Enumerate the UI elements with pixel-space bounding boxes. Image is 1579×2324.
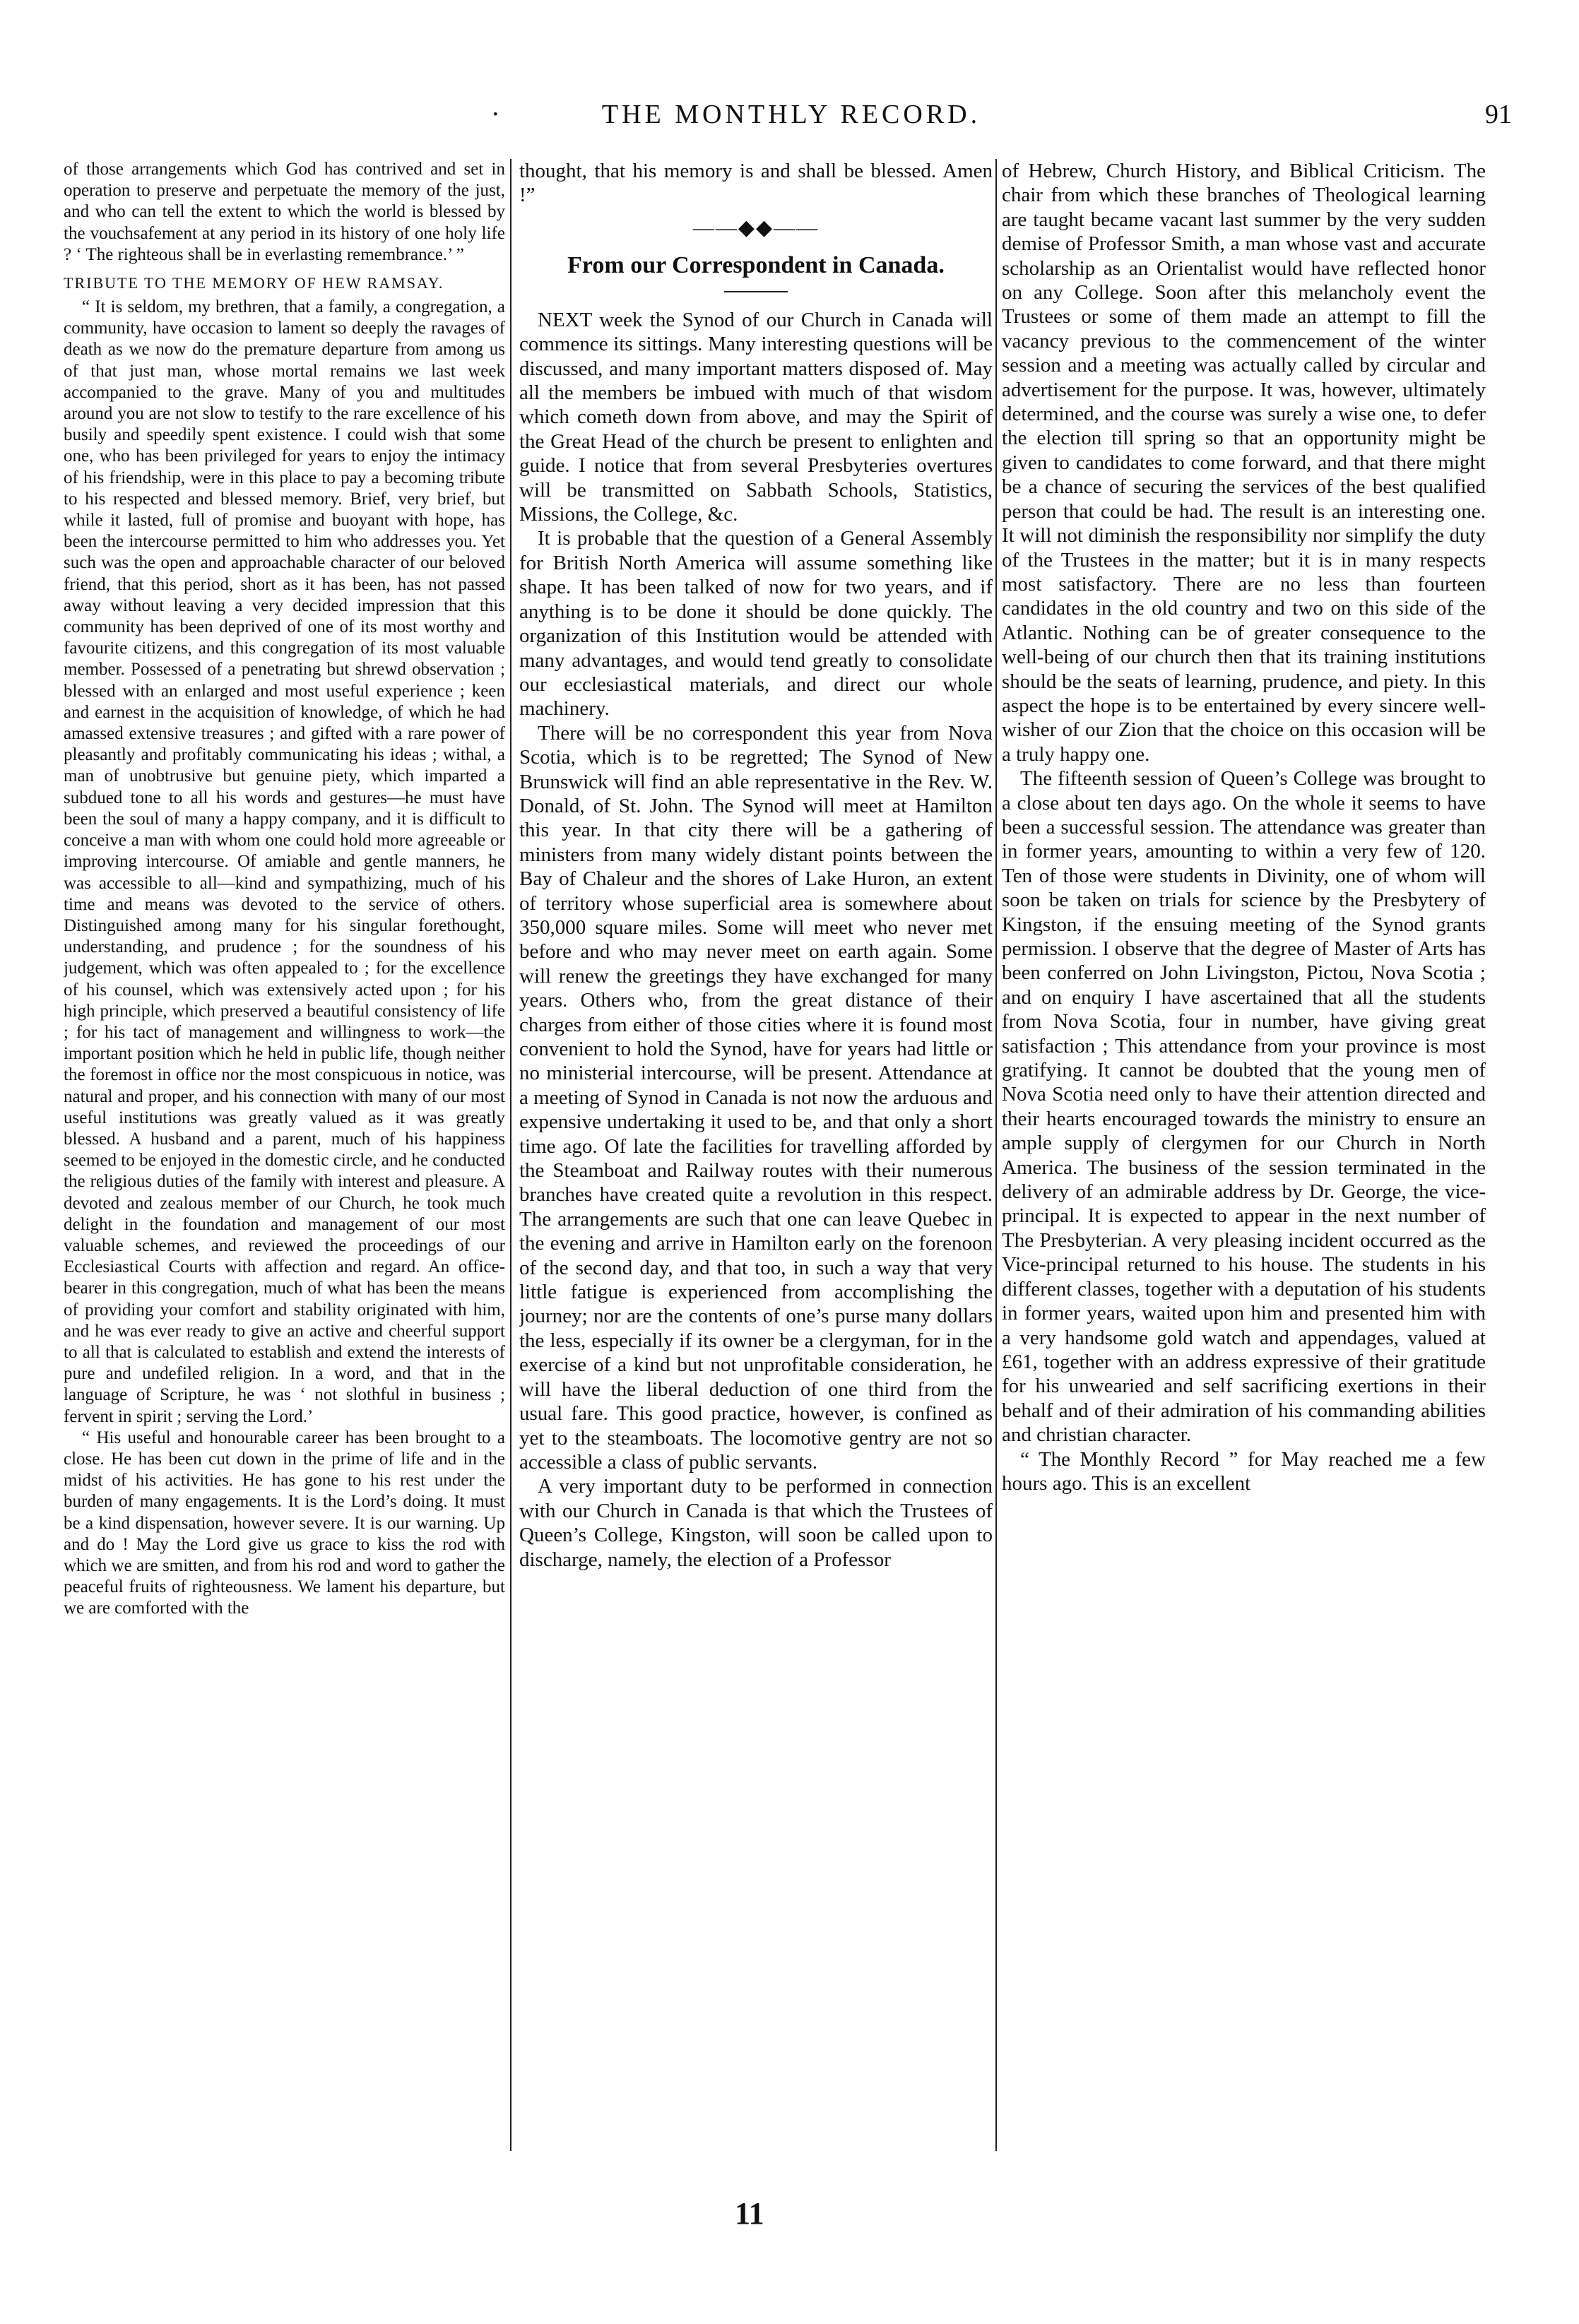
paragraph: It is probable that the question of a General Assembly for British North America will assume something like shape. It has been talked of now for two years, and if anything is to be done it should be done quickly. The organization of this Institution would be attended with many advantages, and would tend greatly to consolidate our ecclesiastical materials, and direct our whole machinery. [519, 527, 993, 721]
column-left [64, 159, 505, 2158]
page-number: 91 [1485, 100, 1512, 129]
section-heading: From our Correspondent in Canada. [567, 251, 945, 278]
page-header [85, 99, 1512, 141]
header-dot: · [491, 100, 500, 129]
tribute-heading: TRIBUTE TO THE MEMORY OF HEW RAMSAY. [64, 274, 444, 292]
paragraph: “ It is seldom, my brethren, that a family, a congregation, a community, have occasion to lament so deeply the ravages of death as we now do the premature departure from among us of that just man, whose mortal remains we last week accompanied to the grave. Many of you and multitudes around you are not slow to testify to the rare excellence of his busily and speedily spent existence. I could wish that some one, who has been privileged for years to enjoy the intimacy of his friendship, were in this place to pay a becoming tribute to his respected and blessed memory. Brief, very brief, but while it lasted, full of promise and buoyant with hope, has been the intercourse permitted to him who addresses you. Yet such was the open and approachable character of our beloved friend, that this period, short as it has been, has not passed away without leaving a very decided impression that this community has been deprived of one of its most worthy and favourite citizens, and this congregation of its most valuable member. Possessed of a penetrating but shrewd observation ; blessed with an enlarged and most useful experience ; keen and earnest in the acquisition of knowledge, of which he had amassed extensive treasures ; and gifted with a rare power of pleasantly and profitably communicating his ideas ; withal, a man of unobtrusive but genuine piety, which imparted a subdued tone to all his words and gestures—he must have been the soul of many a happy company, and it is difficult to conceive a man with whom one could hold more agreeable or improving intercourse. Of amiable and gentle manners, he was accessible to all—kind and sympathizing, much of his time and means was devoted to the service of others. Distinguished among many for his singular forethought, understanding, and prudence ; for the soundness of his judgement, which was often appealed to ; for the excellence of his counsel, which was extensively acted upon ; for his high principle, which preserved a beautiful consistency of life ; for his tact of management and willingness to work—the important position which he held in public life, though neither the foremost in office nor the most conspicuous in notice, was natural and proper, and his connection with many of our most useful institutions was greatly valued as it was greatly blessed. A husband and a parent, much of his happiness seemed to be enjoyed in the domestic circle, and he conducted the religious duties of the family with interest and pleasure. A devoted and zealous member of our Church, he took much delight in the foundation and management of our most valuable schemes, and reviewed the proceedings of our Ecclesiastical Courts with affection and regard. An office-bearer in this congregation, much of what has been the means of providing your comfort and stability originated with him, and he was ever ready to give an active and cheerful support to all that is calculated to establish and extend the interests of pure and undefiled religion. In a word, and that in the language of Scripture, he was ‘ not slothful in business ; fervent in spirit ; serving the Lord.’ [64, 297, 505, 1426]
paragraph: thought, that his memory is and shall be blessed. Amen !” [519, 160, 993, 207]
ornament-divider: ——◆◆—— [692, 215, 820, 239]
paragraph: “ The Monthly Record ” for May reached me a few hours ago. This is an excellent [1002, 1447, 1486, 1495]
signature-mark: 11 [735, 2196, 764, 2231]
paragraph: of those arrangements which God has contrived and set in operation to preserve and perpetuate the memory of the just, and who can tell the extent to which the world is blessed by the vouchsafement at any period in its history of one holy life ? ‘ The righteous shall be in everlasting remembrance.’ ” [64, 160, 505, 264]
paragraph: The fifteenth session of Queen’s College was brought to a close about ten days ago. On the whole it seems to have been a successful session. The attendance was greater than in former years, amounting to within a very few of 120. Ten of those were students in Divinity, one of whom will soon be taken on trials for science by the Presbytery of Kingston, if the ensuing meeting of the Synod grants permission. I observe that the degree of Master of Arts has been conferred on John Livingston, Pictou, Nova Scotia ; and on enquiry I have ascertained that all the students from Nova Scotia, four in number, have giving great satisfaction ; This attendance from your province is most gratifying. It cannot be doubted that the young men of Nova Scotia need only to have their attention directed and their hearts encouraged towards the ministry to ensure an ample supply of clergymen for our Church in North America. The business of the session terminated in the delivery of an admirable address by Dr. George, the vice-principal. It is expected to appear in the next number of The Presbyterian. A very pleasing incident occurred as the Vice-principal returned to his house. The students in his different classes, together with a deputation of his students in former years, waited upon him and presented him with a very handsome gold watch and appendages, valued at £61, together with an address expressive of their gratitude for his unwearied and self sacrificing exertions in their behalf and of their admiration of his commanding abilities and christian character. [1002, 767, 1486, 1447]
heading-rule [724, 291, 788, 292]
column-divider [995, 159, 997, 2151]
running-title: THE MONTHLY RECORD. [601, 100, 981, 129]
column-middle [519, 159, 993, 2158]
paragraph: A very important duty to be performed in connection with our Church in Canada is that which the Trustees of Queen’s College, Kingston, will soon be called upon to discharge, namely, the election of a Professor [519, 1475, 993, 1571]
paragraph: “ His useful and honourable career has been brought to a close. He has been cut down in the prime of life and in the midst of his activities. He has gone to his rest under the burden of many engagements. It is the Lord’s doing. It must be a kind dispensation, however severe. It is our warning. Up and do ! May the Lord give us grace to kiss the rod with which we are smitten, and from his rod and word to gather the peaceful fruits of righteousness. We lament his departure, but we are comforted with the [64, 1428, 505, 1618]
paragraph: There will be no correspondent this year from Nova Scotia, which is to be regretted; The Synod of New Brunswick will find an able representative in the Rev. W. Donald, of St. John. The Synod will meet at Hamilton this year. In that city there will be a gathering of ministers from many widely distant points between the Bay of Chaleur and the shores of Lake Huron, an extent of territory whose superficial area is somewhere about 350,000 square miles. Some will meet who never met before and who may never meet on earth again. Some will renew the greetings they have exchanged for many years. Others who, from the great distance of their charges from either of those cities where it is found most convenient to hold the Synod, have for years had little or no ministerial intercourse, will be present. Attendance at a meeting of Synod in Canada is not now the arduous and expensive undertaking it used to be, and that only a short time ago. Of late the facilities for travelling afforded by the Steamboat and Railway routes with their numerous branches have created quite a revolution in this respect. The arrangements are such that one can leave Quebec in the evening and arrive in Hamilton early on the forenoon of the second day, and that too, in such a way that very little fatigue is experienced from accomplishing the journey; nor are the contents of one’s purse many dollars the less, especially if its owner be a clergyman, for in the exercise of a kind but not unprofitable consideration, he will have the liberal deduction of one third from the usual fare. This good practice, however, is confined as yet to the steamboats. The locomotive gentry are not so accessible a class of public servants. [519, 721, 993, 1474]
column-divider [510, 159, 511, 2151]
paragraph: of Hebrew, Church History, and Biblical Criticism. The chair from which these branches of Theological learning are taught became vacant last summer by the very sudden demise of Professor Smith, a man whose vast and accurate scholarship as an Orientalist would have reflected honor on any College. Soon after this melancholy event the Trustees or some of them made an attempt to fill the vacancy previous to the commencement of the winter session and a meeting was actually called by circular and advertisement for the purpose. It was, however, ultimately determined, and the course was surely a wise one, to defer the election till spring so that an opportunity might be given to candidates to come forward, and that there might be a chance of securing the services of the best qualified person that could be had. The result is an interesting one. It will not diminish the responsibility nor simplify the duty of the Trustees in the matter; but it is in many respects most satisfactory. There are no less than fourteen candidates in the old country and two on this side of the Atlantic. Nothing can be of greater consequence to the well-being of our church then that its training institutions should be the seats of learning, prudence, and piety. In this aspect the hope is to be entertained by every sincere well-wisher of our Zion that the choice on this occasion will be a truly happy one. [1002, 160, 1486, 766]
column-right [1002, 159, 1486, 2158]
paragraph: NEXT week the Synod of our Church in Canada will commence its sittings. Many interesting questions will be discussed, and many important matters disposed of. May all the members be imbued with much of that wisdom which cometh down from above, and may the Spirit of the Great Head of the church be present to enlighten and guide. I notice that from several Presbyteries overtures will be transmitted on Sabbath Schools, Statistics, Missions, the College, &c. [519, 308, 993, 526]
